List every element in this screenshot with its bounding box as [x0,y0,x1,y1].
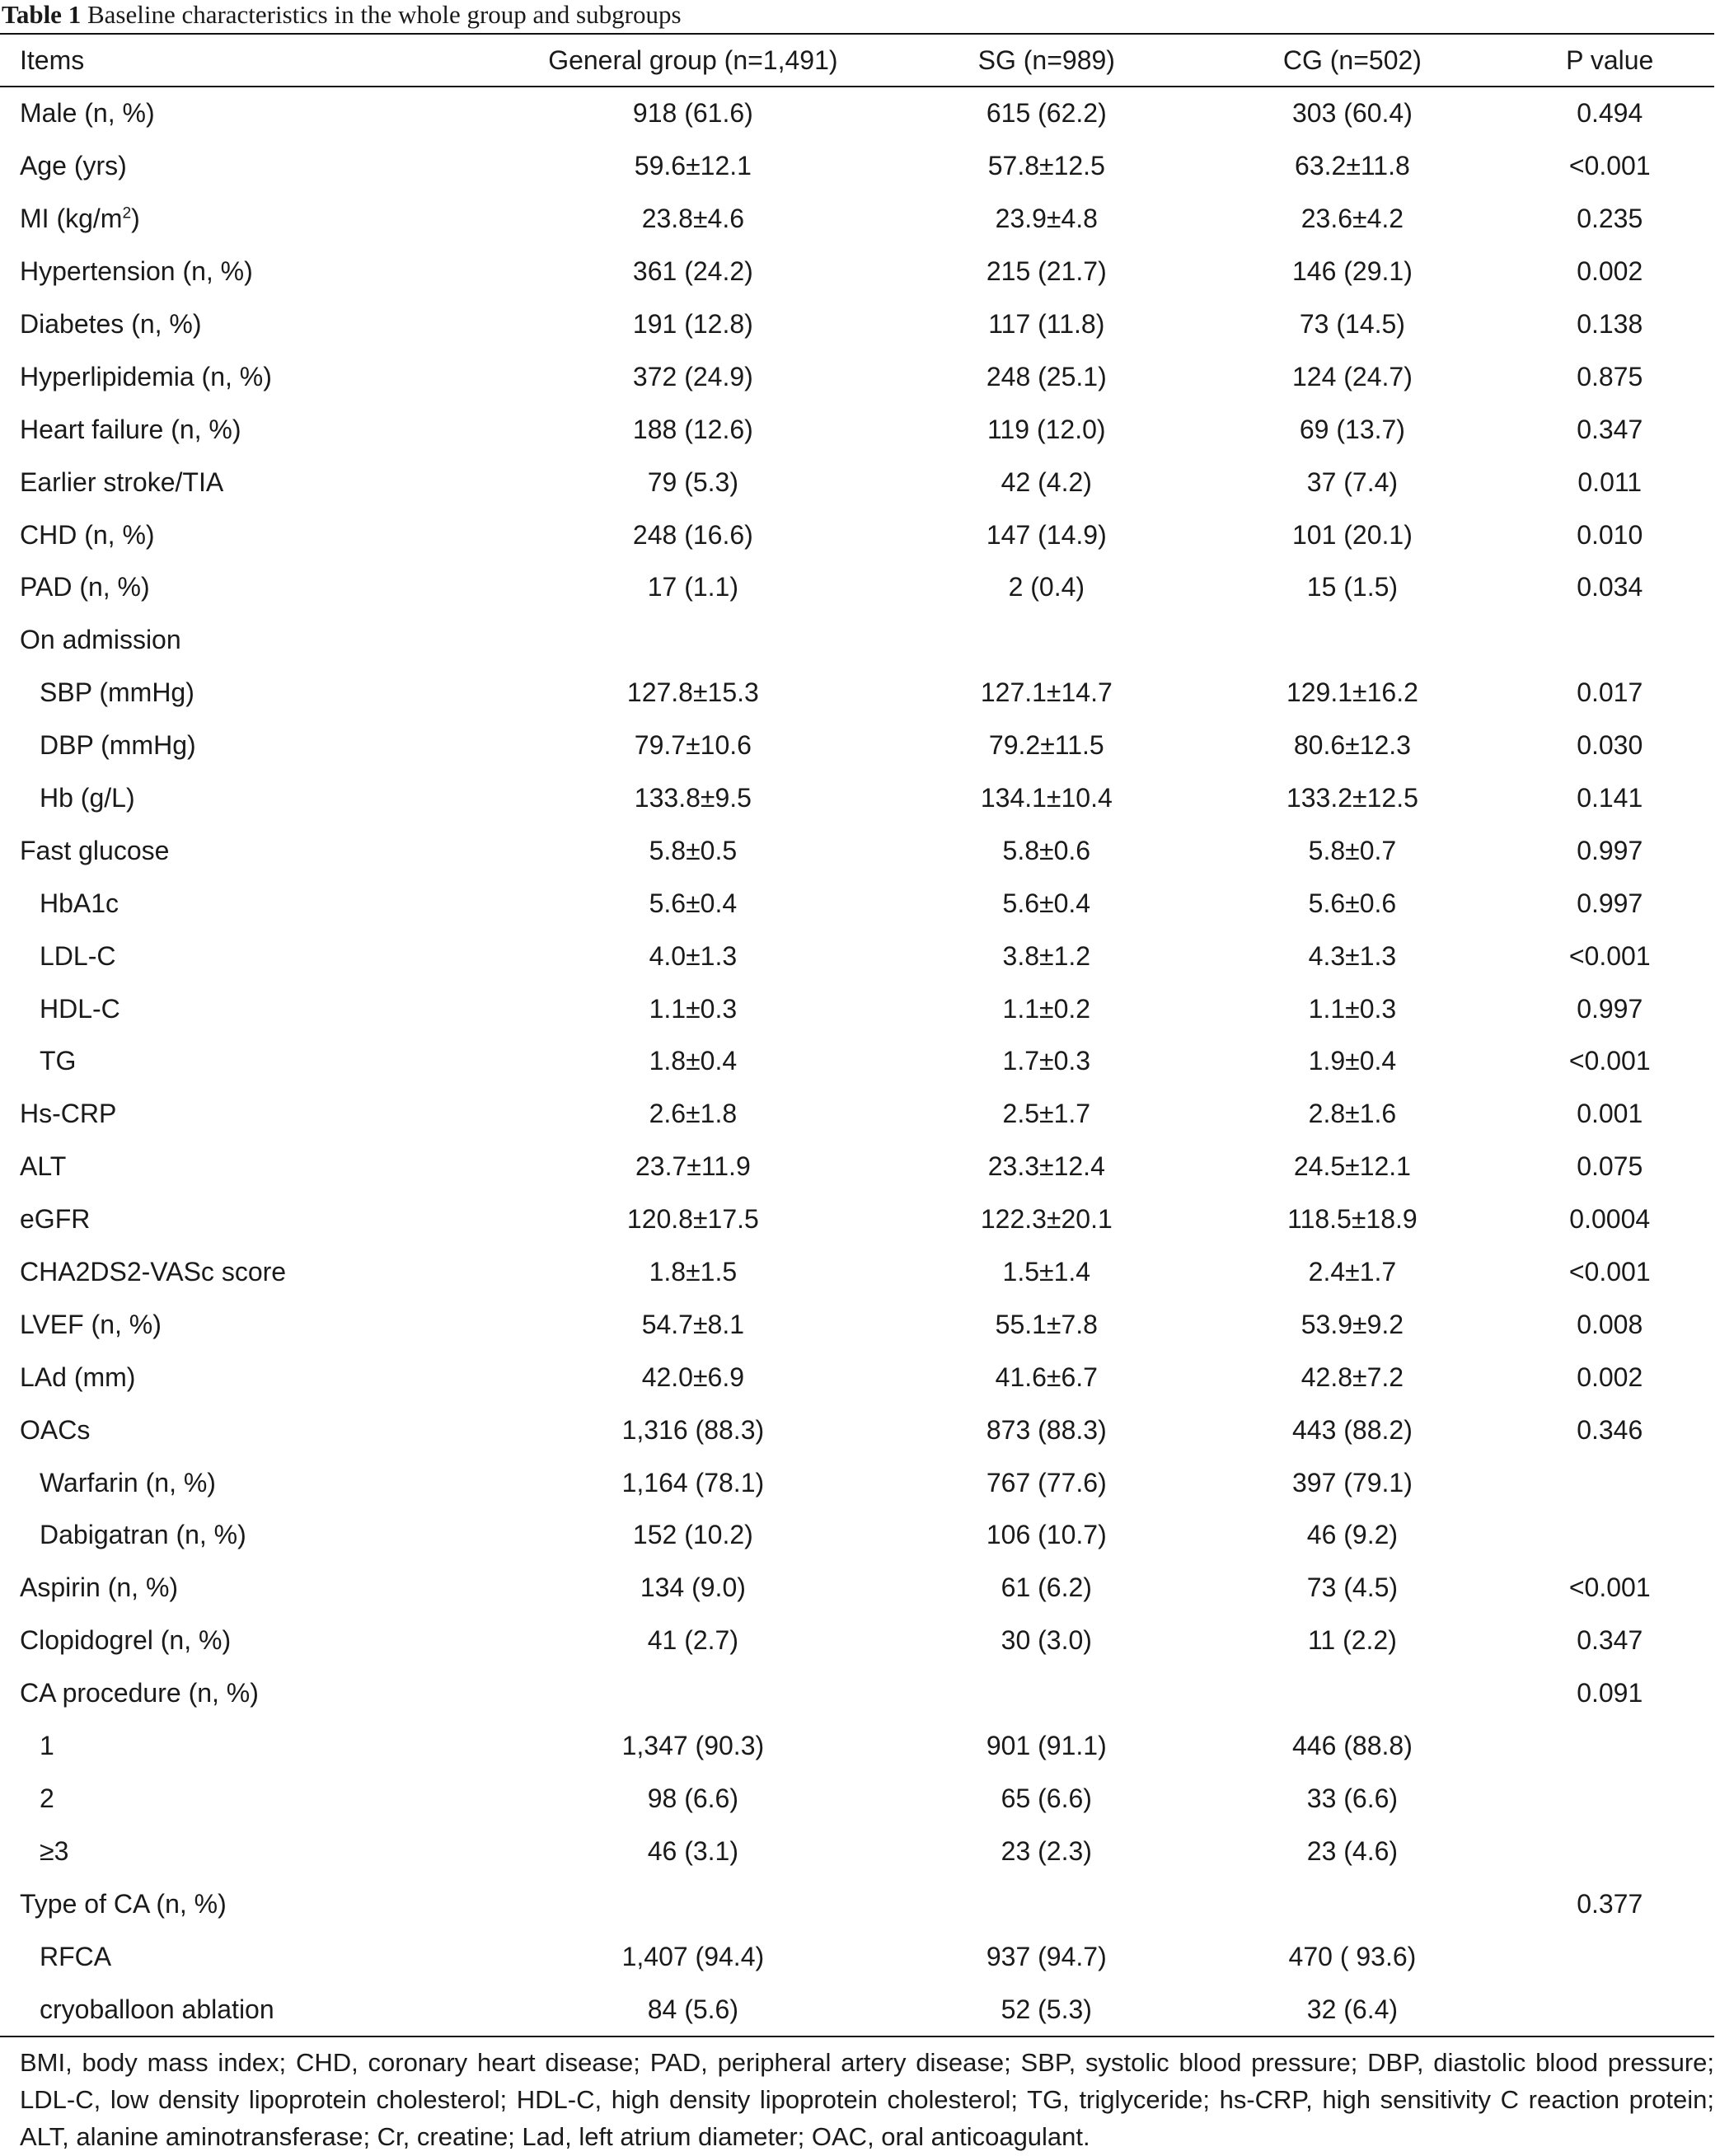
sg-cell [893,614,1199,667]
p-value-cell: <0.001 [1568,151,1651,181]
general-group-cell: 17 (1.1) [647,572,738,602]
row-label [0,772,492,825]
table-row [0,1930,1714,1983]
cg-cell: 124 (24.7) [1291,361,1413,391]
sg-cell: 3.8±1.2 [1002,940,1091,971]
general-group-cell: 23.8±4.6 [641,204,745,234]
row-label-text: MI (kg/m [20,204,123,234]
p-value-cell: <0.001 [1568,1046,1651,1076]
p-value-cell: 0.997 [1577,835,1643,865]
table-caption-text: Baseline characteristics in the whole group and subgroups [87,0,682,29]
cg-cell: 11 (2.2) [1307,1625,1397,1656]
p-value-cell: <0.001 [1568,1572,1651,1603]
table-row [0,1825,1714,1877]
p-value-cell [1505,1509,1714,1562]
cg-cell: 129.1±16.2 [1286,677,1418,708]
sg-cell: 23 (2.3) [1001,1835,1092,1866]
p-value-cell: 0.346 [1577,1414,1643,1445]
row-label [0,1562,492,1615]
general-group-cell: 191 (12.8) [632,309,753,339]
p-value-cell [1505,1983,1714,2036]
sg-cell: 5.8±0.6 [1002,835,1091,865]
row-label [0,1246,492,1299]
cg-cell: 5.8±0.7 [1308,835,1397,865]
cg-cell: 443 (88.2) [1291,1414,1413,1445]
general-group-cell: 152 (10.2) [632,1520,753,1550]
sg-cell: 41.6±6.7 [995,1362,1098,1392]
row-label-text: SBP (mmHg) [40,677,194,708]
row-label [0,877,492,930]
row-label-text: CA procedure (n, %) [20,1678,259,1708]
cg-cell: 4.3±1.3 [1308,940,1397,971]
general-group-cell: 4.0±1.3 [649,940,738,971]
sg-cell: 873 (88.3) [986,1414,1107,1445]
p-value-cell: <0.001 [1568,1257,1651,1287]
row-label-text: 2 [40,1783,54,1813]
p-value-cell: 0.034 [1577,572,1643,602]
table-row [0,87,1714,140]
sg-cell: 117 (11.8) [988,309,1105,339]
row-label [0,614,492,667]
general-group-cell: 1,347 (90.3) [621,1731,765,1761]
table-row [0,1298,1714,1351]
sg-cell: 767 (77.6) [986,1467,1107,1497]
table-row [0,824,1714,877]
row-label [0,403,492,456]
sg-cell: 23.3±12.4 [987,1151,1105,1182]
p-value-cell: 0.235 [1577,204,1643,234]
table-row [0,509,1714,561]
table-row [0,930,1714,982]
row-label [0,87,492,140]
cg-cell: 23 (4.6) [1306,1835,1399,1866]
sg-cell: 30 (3.0) [1001,1625,1092,1656]
general-group-cell: 134 (9.0) [640,1572,746,1603]
row-label [0,1930,492,1983]
table-footnote: BMI, body mass index; CHD, coronary heart disease; PAD, peripheral artery disease; SBP, systolic blood pressure; DBP, diastolic blood pressure; LDL-C, low density lipoprotein cholesterol; HDL-C, high density lipoprotein cholesterol; TG, triglyceride; hs-CRP, high sensitivity C reaction protein; ALT, alanine aminotransferase; Cr, creatine; Lad, left atrium diameter; OAC, oral anticoagulant. [20,2048,1714,2151]
table-row [0,1509,1714,1562]
p-value-cell: 0.138 [1577,309,1643,339]
table-row [0,1983,1714,2036]
row-label [0,930,492,982]
p-value-cell: 0.011 [1577,466,1643,497]
cg-cell [1199,1877,1505,1930]
general-group-cell: 98 (6.6) [647,1783,738,1813]
row-label-text: OACs [20,1414,91,1445]
table-row [0,140,1714,193]
header-sg: SG (n=989) [893,34,1199,87]
p-value-cell: 0.997 [1577,993,1643,1024]
cg-cell: 32 (6.4) [1199,1983,1505,2036]
p-value-cell [1505,1773,1714,1826]
p-value-cell: 0.141 [1577,783,1643,813]
p-value-cell: 0.001 [1577,1099,1643,1129]
row-label-text: On admission [20,625,181,655]
cg-cell: 2.8±1.6 [1308,1099,1397,1129]
table-row [0,403,1714,456]
row-label [0,1509,492,1562]
p-value-cell: 0.010 [1577,519,1643,550]
row-label [0,1088,492,1141]
p-value-cell: 0.377 [1577,1888,1643,1919]
row-label-text: RFCA [40,1941,112,1971]
row-label [0,982,492,1035]
sg-cell: 61 (6.2) [1001,1572,1092,1603]
table-caption [2,0,682,30]
row-label-text: Hypertension (n, %) [20,256,253,287]
row-label [0,298,492,351]
cg-cell [1199,1667,1505,1720]
header-cg: CG (n=502) [1199,34,1505,87]
row-label-text: CHD (n, %) [20,519,155,550]
baseline-characteristics-table [0,33,1714,2037]
p-value-cell: 0.008 [1577,1309,1643,1339]
cg-cell: 63.2±11.8 [1295,151,1410,181]
sg-cell: 5.6±0.4 [1002,888,1091,918]
general-group-cell: 1,316 (88.3) [621,1414,765,1445]
sg-cell: 52 (5.3) [893,1983,1199,2036]
cg-cell: 133.2±12.5 [1286,783,1418,813]
p-value-cell: 0.0004 [1569,1204,1651,1235]
general-group-cell: 79 (5.3) [647,466,738,497]
table-row [0,350,1714,403]
row-label [0,1720,492,1773]
table-row [0,246,1714,298]
row-label-text: Heart failure (n, %) [20,414,241,444]
cg-cell: 80.6±12.3 [1293,730,1411,761]
sg-cell: 615 (62.2) [986,98,1107,129]
table-body [0,87,1714,2036]
cg-cell: 446 (88.8) [1291,1731,1413,1761]
table-row [0,1456,1714,1509]
sg-cell: 1.5±1.4 [1002,1257,1091,1287]
row-label [0,1825,492,1877]
table-row [0,1877,1714,1930]
row-label [0,509,492,561]
p-value-cell [1505,1456,1714,1509]
table-row [0,614,1714,667]
cg-cell: 46 (9.2) [1306,1520,1399,1550]
cg-cell: 33 (6.6) [1306,1783,1399,1813]
row-label-text: Age (yrs) [20,151,127,181]
row-label [0,1456,492,1509]
row-label-text: 1 [40,1731,54,1761]
row-label [0,824,492,877]
row-label [0,719,492,772]
general-group-cell: 361 (24.2) [632,256,753,287]
general-group-cell: 41 (2.7) [647,1625,738,1656]
general-group-cell: 84 (5.6) [492,1983,893,2036]
p-value-cell: 0.875 [1577,361,1643,391]
row-label [0,350,492,403]
sg-cell: 127.1±14.7 [980,677,1113,708]
header-p-value: P value [1505,34,1714,87]
table-row [0,667,1714,719]
cg-cell: 73 (14.5) [1299,309,1405,339]
cg-cell: 303 (60.4) [1291,98,1413,129]
row-label [0,1773,492,1826]
general-group-cell: 5.8±0.5 [649,835,738,865]
row-label-text: Hs-CRP [20,1099,117,1129]
row-label-text: Diabetes (n, %) [20,309,202,339]
row-label [0,1404,492,1456]
p-value-cell: 0.030 [1577,730,1643,761]
row-label [0,1615,492,1667]
table-row [0,982,1714,1035]
row-label-text: LAd (mm) [20,1362,136,1392]
row-label-text: cryoballoon ablation [40,1994,274,2024]
general-group-cell: 46 (3.1) [647,1835,738,1866]
general-group-cell: 1.1±0.3 [649,993,738,1024]
cg-cell: 470 ( 93.6) [1288,1941,1417,1971]
cg-cell: 42.8±7.2 [1300,1362,1404,1392]
table-row [0,1351,1714,1404]
sg-cell: 901 (91.1) [986,1731,1107,1761]
sg-cell: 134.1±10.4 [980,783,1113,813]
sg-cell: 122.3±20.1 [980,1204,1113,1235]
p-value-cell: 0.002 [1577,1362,1643,1392]
general-group-cell: 1.8±0.4 [649,1046,738,1076]
sg-cell: 937 (94.7) [986,1941,1107,1971]
sg-cell: 42 (4.2) [1001,466,1092,497]
cg-cell: 146 (29.1) [1291,256,1413,287]
sg-cell: 79.2±11.5 [988,730,1104,761]
row-label [0,1193,492,1246]
cg-cell [1199,614,1505,667]
general-group-cell [492,1877,893,1930]
row-label [0,1667,492,1720]
p-value-cell: 0.091 [1577,1678,1643,1708]
sg-cell: 215 (21.7) [986,256,1107,287]
sg-cell: 2.5±1.7 [1002,1099,1091,1129]
row-label [0,1351,492,1404]
row-label [0,456,492,509]
row-label-text: ≥3 [40,1835,69,1866]
cg-cell: 23.6±4.2 [1300,204,1404,234]
row-label [0,1298,492,1351]
row-label-text: Aspirin (n, %) [20,1572,179,1603]
table-header-row [0,34,1714,87]
table-row [0,193,1714,246]
row-label [0,140,492,193]
cg-cell: 15 (1.5) [1306,572,1399,602]
row-label [0,1141,492,1193]
row-label-text: LVEF (n, %) [20,1309,162,1339]
sg-cell: 1.7±0.3 [1002,1046,1091,1076]
row-label-text: Dabigatran (n, %) [40,1520,246,1550]
table-row [0,456,1714,509]
table-caption-label: Table 1 [2,0,82,29]
general-group-cell: 127.8±15.3 [626,677,759,708]
row-label-text: Type of CA (n, %) [20,1888,227,1919]
cg-cell: 1.1±0.3 [1308,993,1397,1024]
table-row [0,1193,1714,1246]
table-row [0,1141,1714,1193]
row-label-text: Earlier stroke/TIA [20,466,224,497]
cg-cell: 1.9±0.4 [1308,1046,1397,1076]
general-group-cell [492,1667,893,1720]
row-label-superscript: 2 [122,204,132,223]
row-label [0,193,492,246]
general-group-cell: 372 (24.9) [632,361,753,391]
row-label-text: HDL-C [40,993,120,1024]
cg-cell: 2.4±1.7 [1308,1257,1397,1287]
table-row [0,561,1714,614]
p-value-cell: 0.017 [1577,677,1643,708]
row-label-text: Hb (g/L) [40,783,135,813]
row-label-text: HbA1c [40,888,120,918]
p-value-cell [1505,1930,1714,1983]
cg-cell: 53.9±9.2 [1300,1309,1404,1339]
general-group-cell: 188 (12.6) [632,414,753,444]
general-group-cell: 42.0±6.9 [641,1362,745,1392]
p-value-cell: 0.997 [1577,888,1643,918]
row-label-text: CHA2DS2-VASc score [20,1257,287,1287]
general-group-cell: 918 (61.6) [632,98,753,129]
sg-cell: 1.1±0.2 [1002,993,1091,1024]
general-group-cell: 1.8±1.5 [649,1257,738,1287]
row-label [0,561,492,614]
cg-cell: 69 (13.7) [1299,414,1405,444]
table-row [0,1088,1714,1141]
row-label-text: TG [40,1046,77,1076]
cg-cell: 73 (4.5) [1306,1572,1399,1603]
row-label [0,1035,492,1088]
table-row [0,1667,1714,1720]
sg-cell: 23.9±4.8 [995,204,1098,234]
row-label-text: DBP (mmHg) [40,730,196,761]
row-label [0,667,492,719]
table-row [0,1615,1714,1667]
row-label-text: Warfarin (n, %) [40,1467,216,1497]
row-label [0,246,492,298]
general-group-cell: 54.7±8.1 [641,1309,745,1339]
row-label-text: Male (n, %) [20,98,155,129]
sg-cell: 57.8±12.5 [987,151,1105,181]
p-value-cell: 0.075 [1577,1151,1643,1182]
row-label-text: eGFR [20,1204,91,1235]
general-group-cell: 1,407 (94.4) [621,1941,765,1971]
sg-cell: 2 (0.4) [1008,572,1085,602]
p-value-cell: 0.347 [1577,1625,1643,1656]
sg-cell: 106 (10.7) [986,1520,1107,1550]
table-row [0,1035,1714,1088]
header-items: Items [0,34,492,87]
table-row [0,1562,1714,1615]
general-group-cell: 59.6±12.1 [634,151,752,181]
row-label-suffix: ) [131,204,140,234]
cg-cell: 5.6±0.6 [1308,888,1397,918]
sg-cell: 55.1±7.8 [995,1309,1098,1339]
general-group-cell: 248 (16.6) [632,519,753,550]
p-value-cell [1505,1825,1714,1877]
header-general-group: General group (n=1,491) [492,34,893,87]
p-value-cell: <0.001 [1568,940,1651,971]
general-group-cell [492,614,893,667]
p-value-cell: 0.002 [1577,256,1643,287]
table-row [0,1246,1714,1299]
general-group-cell: 23.7±11.9 [635,1151,751,1182]
table-row [0,1404,1714,1456]
p-value-cell [1505,1720,1714,1773]
sg-cell [893,1877,1199,1930]
cg-cell: 37 (7.4) [1306,466,1399,497]
table-row [0,1720,1714,1773]
sg-cell: 248 (25.1) [986,361,1107,391]
p-value-cell [1505,614,1714,667]
row-label-text: LDL-C [40,940,116,971]
general-group-cell: 79.7±10.6 [634,730,752,761]
general-group-cell: 5.6±0.4 [649,888,738,918]
general-group-cell: 120.8±17.5 [626,1204,759,1235]
table-row [0,1773,1714,1826]
row-label-text: Clopidogrel (n, %) [20,1625,232,1656]
row-label-text: ALT [20,1151,67,1182]
general-group-cell: 2.6±1.8 [649,1099,738,1129]
row-label-text: PAD (n, %) [20,572,150,602]
cg-cell: 24.5±12.1 [1293,1151,1411,1182]
cg-cell: 397 (79.1) [1291,1467,1413,1497]
table-row [0,298,1714,351]
table-row [0,877,1714,930]
row-label [0,1877,492,1930]
row-label-text: Hyperlipidemia (n, %) [20,361,272,391]
table-row [0,772,1714,825]
sg-cell: 147 (14.9) [986,519,1107,550]
sg-cell: 119 (12.0) [987,414,1106,444]
sg-cell: 65 (6.6) [1001,1783,1092,1813]
cg-cell: 101 (20.1) [1291,519,1413,550]
p-value-cell: 0.494 [1577,98,1643,129]
table-row [0,719,1714,772]
sg-cell [893,1667,1199,1720]
general-group-cell: 1,164 (78.1) [621,1467,765,1497]
row-label-text: Fast glucose [20,835,170,865]
p-value-cell: 0.347 [1577,414,1643,444]
general-group-cell: 133.8±9.5 [634,783,752,813]
cg-cell: 118.5±18.9 [1287,1204,1418,1235]
row-label [0,1983,492,2036]
